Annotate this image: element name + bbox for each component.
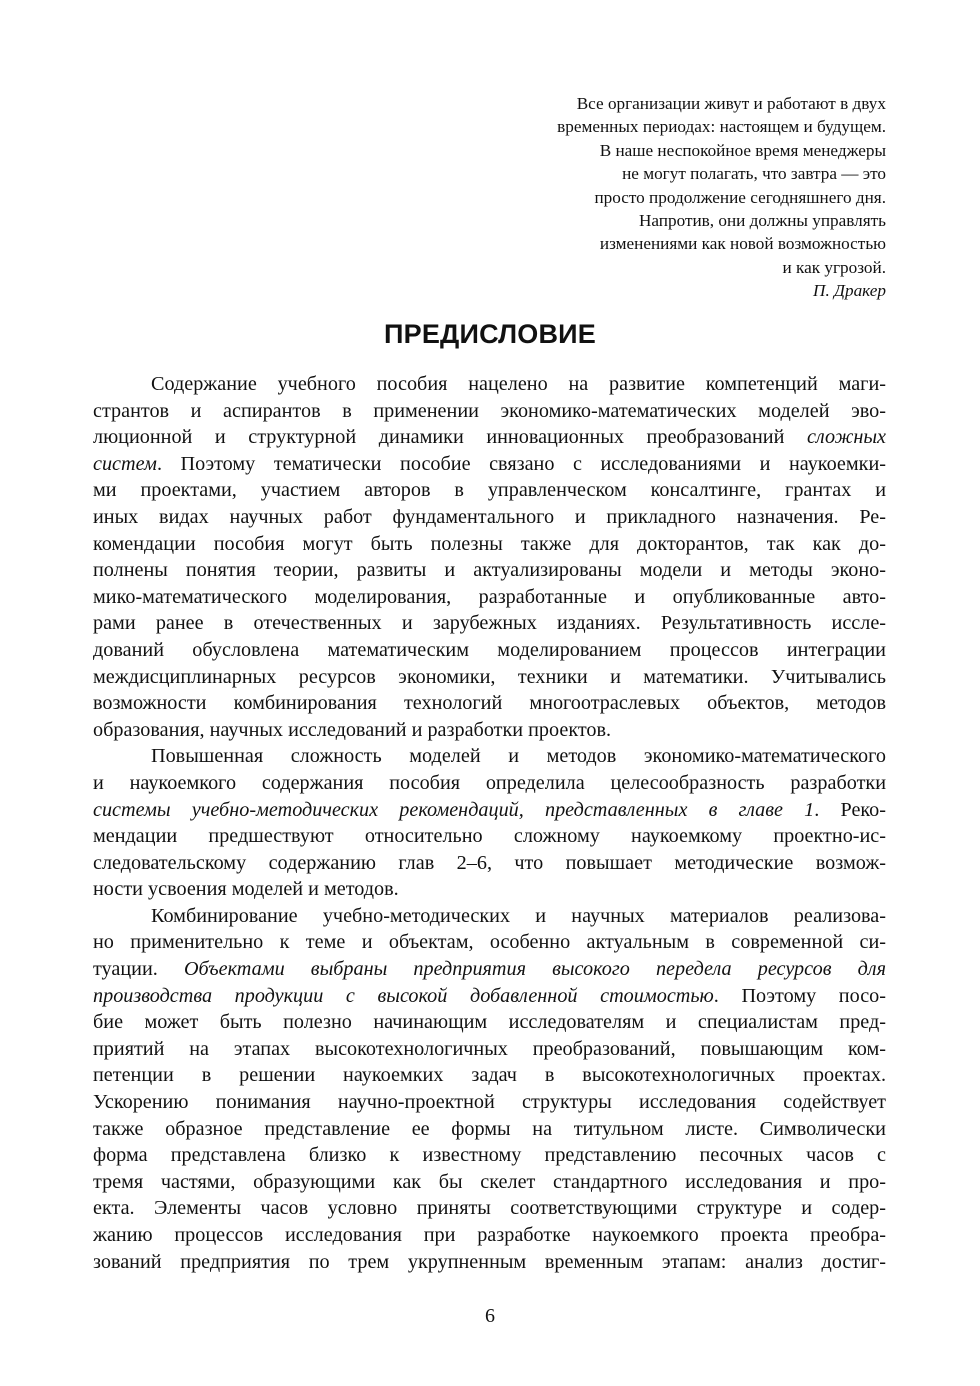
text-line: также образное представление ее формы на титульном листе. Символически bbox=[93, 1117, 886, 1140]
emphasis-text: системы учебно-методических рекомендаций, представленных в главе 1 bbox=[93, 798, 815, 821]
text-line: Ускорению понимания научно-проектной структуры исследования содействует bbox=[93, 1091, 886, 1114]
paragraph bbox=[93, 903, 886, 1275]
text-line: дований обусловлена математическим моделированием процессов интеграции bbox=[93, 638, 886, 661]
text-line: Содержание учебного пособия нацелено на развитие компетенций маги- bbox=[151, 373, 886, 395]
epigraph-line: и как угрозой. bbox=[782, 257, 886, 277]
text-line: но применительно к теме и объектам, особенно актуальным в современной си- bbox=[93, 931, 886, 954]
page-title: ПРЕДИСЛОВИЕ bbox=[384, 319, 596, 349]
text-line: тремя частями, образующими как бы скелет стандартного исследования и про- bbox=[93, 1170, 886, 1193]
text-line: жанию процессов исследования при разработке наукоемкого проекта преобра- bbox=[93, 1224, 886, 1246]
text-line: иных видах научных работ фундаментального и прикладного назначения. Ре- bbox=[93, 505, 886, 528]
epigraph-line: Все организации живут и работают в двух bbox=[576, 94, 886, 113]
epigraph-line: В наше неспокойное время менеджеры bbox=[599, 140, 886, 160]
text-line: образования, научных исследований и разработки проектов. bbox=[93, 718, 612, 741]
text-line: люционной и структурной динамики инновационных преобразований сложных bbox=[93, 426, 886, 449]
epigraph-line: просто продолжение сегодняшнего дня. bbox=[594, 187, 886, 207]
paragraph bbox=[93, 371, 886, 743]
epigraph-line: изменениями как новой возможностью bbox=[599, 234, 886, 254]
epigraph-line: не могут полагать, что завтра — это bbox=[622, 164, 886, 184]
text-line: и наукоемкого содержания пособия определила целесообразность разработки bbox=[93, 771, 886, 794]
epigraph-line: Напротив, они должны управлять bbox=[638, 211, 886, 231]
text-line: систем. Поэтому тематически пособие связано с исследованиями и наукоемки- bbox=[93, 452, 886, 475]
text-line: Повышенная сложность моделей и методов экономико-математического bbox=[151, 745, 886, 768]
emphasis-text: Объектами выбраны предприятия высокого передела ресурсов для bbox=[183, 958, 886, 981]
emphasis-text: производства продукции с высокой добавленной стоимостью bbox=[93, 984, 714, 1007]
epigraph bbox=[466, 92, 886, 303]
text-line: ми проектами, участием авторов в управленческом консалтинге, грантах и bbox=[93, 479, 886, 502]
text-line: следовательскому содержанию глав 2–6, что повышает методические возмож- bbox=[93, 851, 886, 874]
text-line: рами ранее в отечественных и зарубежных изданиях. Результативность иссле- bbox=[93, 612, 886, 635]
text-line: зований предприятия по трем укрупненным временным этапам: анализ достиг- bbox=[93, 1250, 886, 1273]
text-line: полнены понятия теории, развиты и актуализированы модели и методы эконо- bbox=[93, 559, 886, 582]
emphasis-text: систем bbox=[93, 452, 157, 475]
epigraph-author: П. Дракер bbox=[813, 281, 886, 301]
text-line: туации. Объектами выбраны предприятия высокого передела ресурсов для bbox=[93, 958, 886, 981]
epigraph-line: временных периодах: настоящем и будущем. bbox=[557, 117, 886, 137]
text-line: бие может быть полезно начинающим исследователям и специалистам пред- bbox=[93, 1011, 886, 1034]
body-text bbox=[93, 371, 886, 1275]
paragraph bbox=[93, 743, 886, 903]
text-line: мико-математического моделирования, разработанные и опубликованные авто- bbox=[93, 585, 886, 608]
text-line: ности усвоения моделей и методов. bbox=[93, 878, 399, 901]
text-line: приятий на этапах высокотехнологичных преобразований, повышающим ком- bbox=[93, 1037, 886, 1060]
text-line: Комбинирование учебно-методических и научных материалов реализова- bbox=[151, 904, 886, 927]
text-line: комендации пособия могут быть полезны также для докторантов, так как до- bbox=[93, 532, 886, 555]
page-number: 6 bbox=[485, 1305, 495, 1327]
emphasis-text: сложных bbox=[806, 426, 886, 449]
text-line: странтов и аспирантов в применении экономико-математических моделей эво- bbox=[93, 399, 886, 422]
text-line: форма представлена близко к известному представлению песочных часов с bbox=[93, 1144, 886, 1167]
text-line: возможности комбинирования технологий многоотраслевых объектов, методов bbox=[93, 692, 886, 715]
text-line: петенции в решении наукоемких задач в высокотехнологичных проектах. bbox=[93, 1064, 886, 1087]
text-line: екта. Элементы часов условно приняты соответствующими структуре и содер- bbox=[93, 1197, 886, 1220]
text-line: системы учебно-методических рекомендаций, представленных в главе 1. Реко- bbox=[93, 798, 886, 821]
text-line: междисциплинарных ресурсов экономики, техники и математики. Учитывались bbox=[93, 665, 886, 688]
text-line: мендации предшествуют относительно сложному наукоемкому проектно-ис- bbox=[93, 825, 886, 848]
text-line: производства продукции с высокой добавленной стоимостью. Поэтому посо- bbox=[93, 984, 886, 1007]
